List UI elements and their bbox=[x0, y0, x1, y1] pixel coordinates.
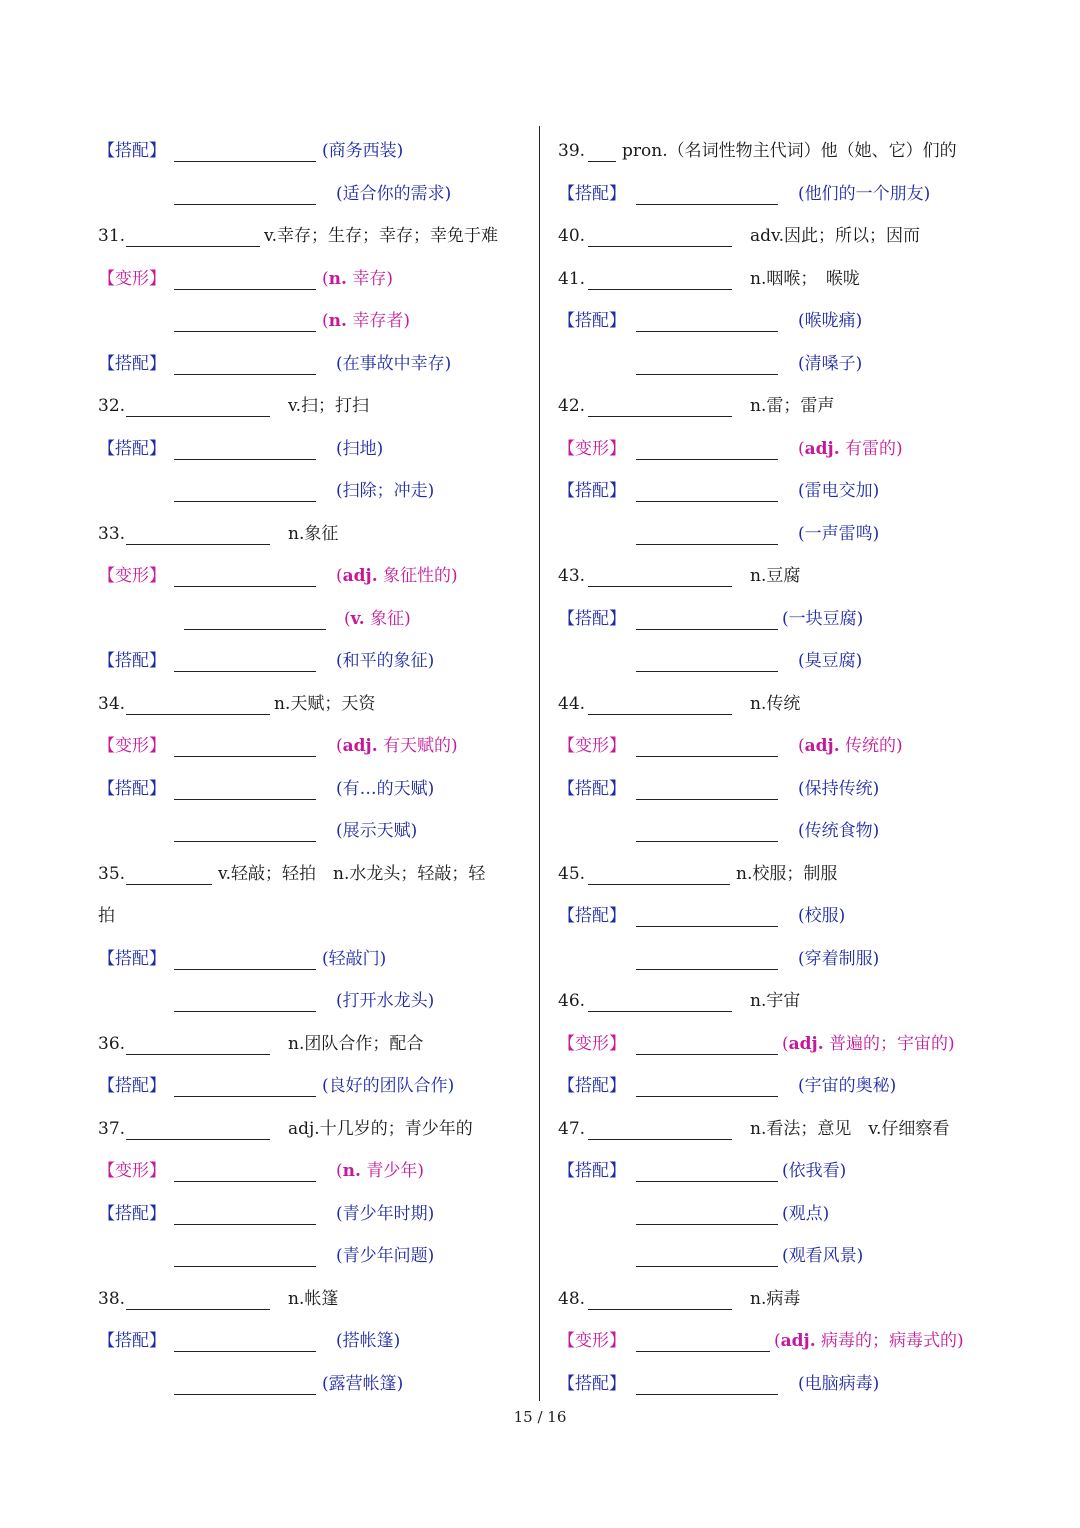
vocab-continuation-row bbox=[558, 1193, 988, 1236]
answer-blank[interactable] bbox=[636, 1155, 778, 1182]
entry-number: 35. bbox=[98, 863, 126, 884]
hint-text: (露营帐篷) bbox=[322, 1373, 404, 1394]
hint-gloss: 普遍的；宇宙的) bbox=[829, 1033, 955, 1054]
answer-blank[interactable] bbox=[636, 1240, 778, 1267]
answer-blank[interactable] bbox=[636, 900, 778, 927]
vocab-sub-row bbox=[98, 1320, 528, 1363]
part-of-speech: n. bbox=[342, 1161, 361, 1181]
hint-gloss: 青少年) bbox=[366, 1161, 424, 1181]
hint-text: (adj. 有天赋的) bbox=[336, 736, 458, 756]
vocab-entry-row bbox=[98, 1023, 528, 1066]
hint-text: (adj. 传统的) bbox=[798, 736, 903, 756]
vocab-entry-row bbox=[98, 1278, 528, 1321]
vocab-continuation-row bbox=[558, 513, 988, 556]
answer-blank[interactable] bbox=[174, 475, 316, 502]
answer-blank[interactable] bbox=[636, 730, 778, 757]
answer-blank[interactable] bbox=[636, 1070, 778, 1097]
collocation-tag: 【搭配】 bbox=[558, 311, 626, 331]
entry-meaning: adv.因此；所以；因而 bbox=[750, 226, 921, 246]
entry-meaning: n.豆腐 bbox=[750, 566, 801, 586]
entry-meaning: n.咽喉； 喉咙 bbox=[750, 268, 860, 289]
hint-gloss: 病毒的；病毒式的) bbox=[821, 1331, 964, 1351]
hint-text: (青少年时期) bbox=[336, 1203, 435, 1224]
answer-blank[interactable] bbox=[588, 1283, 732, 1310]
hint-text: (依我看) bbox=[782, 1161, 847, 1181]
vocab-continuation-row bbox=[558, 1235, 988, 1278]
vocab-sub-row bbox=[558, 428, 988, 471]
vocab-sub-row bbox=[98, 725, 528, 768]
hint-text: (观点) bbox=[782, 1203, 830, 1224]
vocab-sub-row bbox=[98, 640, 528, 683]
part-of-speech: v. bbox=[350, 608, 365, 629]
entry-number: 47. bbox=[558, 1118, 586, 1139]
vocab-continuation-row bbox=[558, 810, 988, 853]
hint-text: (喉咙痛) bbox=[798, 311, 863, 331]
answer-blank[interactable] bbox=[174, 943, 316, 970]
answer-blank[interactable] bbox=[636, 348, 778, 375]
part-of-speech: adj. bbox=[780, 1331, 816, 1351]
answer-blank[interactable] bbox=[636, 1368, 778, 1395]
answer-blank[interactable] bbox=[174, 645, 316, 672]
vocab-continuation-row bbox=[98, 173, 528, 216]
answer-blank[interactable] bbox=[588, 135, 616, 162]
answer-blank[interactable] bbox=[588, 1113, 732, 1140]
entry-number: 48. bbox=[558, 1288, 586, 1309]
vocab-continuation-row bbox=[98, 1235, 528, 1278]
hint-gloss: 象征性的) bbox=[383, 566, 458, 586]
vocab-entry-row bbox=[98, 513, 528, 556]
hint-text: (雷电交加) bbox=[798, 481, 880, 501]
vocab-sub-row bbox=[558, 895, 988, 938]
hint-gloss: 有雷的) bbox=[845, 438, 903, 459]
hint-text: (n. 青少年) bbox=[336, 1161, 424, 1181]
hint-text: (一块豆腐) bbox=[782, 608, 864, 629]
vocab-sub-row bbox=[98, 1150, 528, 1193]
answer-blank[interactable] bbox=[174, 815, 316, 842]
entry-meaning: n.传统 bbox=[750, 693, 801, 714]
answer-blank[interactable] bbox=[636, 943, 778, 970]
variant-tag: 【变形】 bbox=[98, 736, 166, 756]
hint-text: (扫除；冲走) bbox=[336, 481, 435, 501]
vocab-sub-row bbox=[558, 1363, 988, 1406]
vocab-entry-row bbox=[558, 853, 988, 896]
entry-number: 31. bbox=[98, 226, 126, 246]
hint-text: (适合你的需求) bbox=[336, 183, 452, 204]
hint-text: (穿着制服) bbox=[798, 948, 880, 969]
vocab-continuation-row bbox=[98, 300, 528, 343]
vocab-continuation-row bbox=[98, 470, 528, 513]
collocation-tag: 【搭配】 bbox=[98, 1203, 166, 1224]
hint-gloss: 传统的) bbox=[845, 736, 903, 756]
answer-blank[interactable] bbox=[636, 1198, 778, 1225]
entry-meaning: 拍 bbox=[98, 906, 115, 926]
collocation-tag: 【搭配】 bbox=[558, 1373, 626, 1394]
hint-gloss: 象征) bbox=[370, 608, 411, 629]
hint-text: (传统食物) bbox=[798, 821, 880, 841]
entry-number: 32. bbox=[98, 396, 126, 416]
collocation-tag: 【搭配】 bbox=[98, 141, 166, 161]
vocab-sub-row bbox=[558, 725, 988, 768]
answer-blank[interactable] bbox=[174, 560, 316, 587]
answer-blank[interactable] bbox=[174, 1325, 316, 1352]
vocab-sub-row bbox=[98, 1065, 528, 1108]
vocab-sub-row bbox=[558, 1320, 988, 1363]
hint-text: (adj. 象征性的) bbox=[336, 566, 458, 586]
answer-blank[interactable] bbox=[126, 688, 270, 715]
variant-tag: 【变形】 bbox=[558, 438, 626, 459]
collocation-tag: 【搭配】 bbox=[98, 1076, 166, 1096]
hint-text: (清嗓子) bbox=[798, 353, 863, 374]
vocab-entry-row bbox=[558, 1278, 988, 1321]
collocation-tag: 【搭配】 bbox=[558, 1076, 626, 1096]
vocab-sub-row bbox=[98, 938, 528, 981]
vocab-continuation-row bbox=[98, 810, 528, 853]
part-of-speech: n. bbox=[328, 268, 347, 289]
entry-meaning: n.看法；意见 v.仔细察看 bbox=[750, 1118, 950, 1139]
entry-meaning: n.校服；制服 bbox=[736, 863, 838, 884]
vocab-continuation-row bbox=[98, 1363, 528, 1406]
answer-blank[interactable] bbox=[174, 1240, 316, 1267]
vocab-sub-row bbox=[98, 343, 528, 386]
vocab-sub-row bbox=[558, 470, 988, 513]
answer-blank[interactable] bbox=[636, 1028, 778, 1055]
part-of-speech: adj. bbox=[788, 1033, 824, 1054]
hint-text: (商务西装) bbox=[322, 141, 404, 161]
hint-text: (扫地) bbox=[336, 438, 384, 459]
answer-blank[interactable] bbox=[174, 1198, 316, 1225]
entry-number: 38. bbox=[98, 1288, 126, 1309]
hint-text: (保持传统) bbox=[798, 778, 880, 799]
entry-meaning: n.帐篷 bbox=[288, 1288, 339, 1309]
answer-blank[interactable] bbox=[174, 985, 316, 1012]
vocab-entry-row bbox=[558, 130, 988, 173]
answer-blank[interactable] bbox=[174, 1155, 316, 1182]
answer-blank[interactable] bbox=[636, 433, 778, 460]
vocab-continuation-row bbox=[98, 598, 528, 641]
hint-gloss: 幸存) bbox=[352, 268, 393, 289]
entry-number: 44. bbox=[558, 693, 586, 714]
hint-text: (有…的天赋) bbox=[336, 778, 435, 799]
entry-meaning: pron.（名词性物主代词）他（她、它）们的 bbox=[622, 141, 957, 161]
part-of-speech: adj. bbox=[342, 566, 378, 586]
entry-number: 40. bbox=[558, 226, 586, 246]
answer-blank[interactable] bbox=[174, 433, 316, 460]
hint-gloss: 幸存者) bbox=[352, 311, 410, 331]
variant-tag: 【变形】 bbox=[98, 566, 166, 586]
hint-text: (搭帐篷) bbox=[336, 1331, 401, 1351]
hint-text: (在事故中幸存) bbox=[336, 353, 452, 374]
answer-blank[interactable] bbox=[636, 475, 778, 502]
collocation-tag: 【搭配】 bbox=[98, 1331, 166, 1351]
vocab-entry-row bbox=[98, 1108, 528, 1151]
vocab-entry-row bbox=[558, 1108, 988, 1151]
hint-text: (打开水龙头) bbox=[336, 991, 435, 1011]
answer-blank[interactable] bbox=[636, 518, 778, 545]
entry-number: 34. bbox=[98, 693, 126, 714]
vocab-entry-row bbox=[98, 853, 528, 896]
vocab-continuation-row bbox=[558, 640, 988, 683]
variant-tag: 【变形】 bbox=[558, 736, 626, 756]
vocab-continuation-row bbox=[558, 343, 988, 386]
entry-meaning: n.象征 bbox=[288, 523, 339, 544]
vocab-entry-row bbox=[558, 258, 988, 301]
answer-blank[interactable] bbox=[174, 178, 316, 205]
entry-number: 36. bbox=[98, 1033, 126, 1054]
hint-gloss: 有天赋的) bbox=[383, 736, 458, 756]
vocab-sub-row bbox=[98, 258, 528, 301]
collocation-tag: 【搭配】 bbox=[558, 778, 626, 799]
page-number: 15 / 16 bbox=[513, 1408, 567, 1426]
entry-meaning: n.天赋；天资 bbox=[274, 693, 376, 714]
entry-number: 42. bbox=[558, 396, 586, 416]
answer-blank[interactable] bbox=[184, 603, 326, 630]
answer-blank[interactable] bbox=[174, 348, 316, 375]
collocation-tag: 【搭配】 bbox=[98, 778, 166, 799]
hint-text: (电脑病毒) bbox=[798, 1373, 880, 1394]
hint-text: (宇宙的奥秘) bbox=[798, 1076, 897, 1096]
hint-text: (和平的象征) bbox=[336, 651, 435, 671]
answer-blank[interactable] bbox=[174, 730, 316, 757]
variant-tag: 【变形】 bbox=[558, 1331, 626, 1351]
hint-text: (n. 幸存者) bbox=[322, 311, 410, 331]
entry-number: 45. bbox=[558, 863, 586, 884]
hint-text: (青少年问题) bbox=[336, 1246, 435, 1266]
variant-tag: 【变形】 bbox=[98, 1161, 166, 1181]
answer-blank[interactable] bbox=[636, 773, 778, 800]
hint-text: (一声雷鸣) bbox=[798, 523, 880, 544]
vocab-sub-row bbox=[98, 768, 528, 811]
answer-blank[interactable] bbox=[588, 220, 732, 247]
answer-blank[interactable] bbox=[636, 603, 778, 630]
vocab-continuation-row bbox=[98, 980, 528, 1023]
answer-blank[interactable] bbox=[588, 560, 732, 587]
vocab-entry-row bbox=[558, 555, 988, 598]
entry-meaning: v.轻敲；轻拍 n.水龙头；轻敲；轻 bbox=[218, 863, 486, 884]
answer-blank[interactable] bbox=[636, 1325, 770, 1352]
answer-blank[interactable] bbox=[588, 858, 730, 885]
vocab-sub-row bbox=[558, 768, 988, 811]
answer-blank[interactable] bbox=[126, 1283, 270, 1310]
collocation-tag: 【搭配】 bbox=[558, 608, 626, 629]
variant-tag: 【变形】 bbox=[558, 1033, 626, 1054]
hint-text: (adj. 有雷的) bbox=[798, 438, 903, 459]
answer-blank[interactable] bbox=[588, 688, 732, 715]
answer-blank[interactable] bbox=[174, 1070, 316, 1097]
part-of-speech: adj. bbox=[804, 438, 840, 459]
entry-meaning: n.宇宙 bbox=[750, 991, 801, 1011]
right-column bbox=[558, 130, 988, 1405]
answer-blank[interactable] bbox=[174, 773, 316, 800]
hint-text: (轻敲门) bbox=[322, 948, 387, 969]
hint-text: (adj. 病毒的；病毒式的) bbox=[774, 1331, 964, 1351]
entry-meaning: v.扫；打扫 bbox=[288, 396, 369, 416]
answer-blank[interactable] bbox=[174, 1368, 316, 1395]
vocab-continuation-row bbox=[98, 895, 528, 938]
hint-text: (良好的团队合作) bbox=[322, 1076, 455, 1096]
collocation-tag: 【搭配】 bbox=[98, 948, 166, 969]
answer-blank[interactable] bbox=[174, 263, 316, 290]
vocab-entry-row bbox=[558, 683, 988, 726]
entry-number: 37. bbox=[98, 1118, 126, 1139]
answer-blank[interactable] bbox=[174, 135, 316, 162]
vocab-entry-row bbox=[98, 683, 528, 726]
answer-blank[interactable] bbox=[588, 390, 732, 417]
collocation-tag: 【搭配】 bbox=[98, 651, 166, 671]
vocab-sub-row bbox=[558, 598, 988, 641]
answer-blank[interactable] bbox=[174, 305, 316, 332]
entry-meaning: n.病毒 bbox=[750, 1288, 801, 1309]
hint-text: (adj. 普遍的；宇宙的) bbox=[782, 1033, 955, 1054]
vocab-entry-row bbox=[98, 215, 528, 258]
collocation-tag: 【搭配】 bbox=[558, 481, 626, 501]
part-of-speech: adj. bbox=[342, 736, 378, 756]
hint-text: (n. 幸存) bbox=[322, 268, 393, 289]
collocation-tag: 【搭配】 bbox=[558, 906, 626, 926]
answer-blank[interactable] bbox=[636, 178, 778, 205]
answer-blank[interactable] bbox=[126, 1113, 270, 1140]
answer-blank[interactable] bbox=[636, 305, 778, 332]
vocab-sub-row bbox=[98, 555, 528, 598]
hint-text: (观看风景) bbox=[782, 1246, 864, 1266]
vocab-sub-row bbox=[558, 1150, 988, 1193]
entry-meaning: adj.十几岁的；青少年的 bbox=[288, 1118, 473, 1139]
vocab-sub-row bbox=[98, 130, 528, 173]
entry-number: 46. bbox=[558, 991, 586, 1011]
hint-text: (他们的一个朋友) bbox=[798, 183, 931, 204]
column-divider bbox=[539, 126, 540, 1401]
entry-number: 33. bbox=[98, 523, 126, 544]
entry-number: 43. bbox=[558, 566, 586, 586]
vocab-continuation-row bbox=[558, 938, 988, 981]
hint-text: (臭豆腐) bbox=[798, 651, 863, 671]
vocab-entry-row bbox=[98, 385, 528, 428]
hint-text: (展示天赋) bbox=[336, 821, 418, 841]
hint-text: (校服) bbox=[798, 906, 846, 926]
variant-tag: 【变形】 bbox=[98, 268, 166, 289]
answer-blank[interactable] bbox=[126, 1028, 270, 1055]
collocation-tag: 【搭配】 bbox=[558, 183, 626, 204]
vocab-sub-row bbox=[558, 1065, 988, 1108]
vocab-sub-row bbox=[98, 1193, 528, 1236]
collocation-tag: 【搭配】 bbox=[558, 1161, 626, 1181]
answer-blank[interactable] bbox=[126, 390, 270, 417]
vocab-sub-row bbox=[558, 173, 988, 216]
entry-meaning: n.团队合作；配合 bbox=[288, 1033, 424, 1054]
answer-blank[interactable] bbox=[126, 518, 270, 545]
entry-number: 41. bbox=[558, 268, 586, 289]
answer-blank[interactable] bbox=[636, 645, 778, 672]
answer-blank[interactable] bbox=[126, 858, 212, 885]
vocab-entry-row bbox=[558, 980, 988, 1023]
left-column bbox=[98, 130, 528, 1405]
answer-blank[interactable] bbox=[126, 220, 260, 247]
answer-blank[interactable] bbox=[636, 815, 778, 842]
vocab-sub-row bbox=[558, 1023, 988, 1066]
vocab-sub-row bbox=[558, 300, 988, 343]
vocab-entry-row bbox=[558, 215, 988, 258]
entry-number: 39. bbox=[558, 141, 586, 161]
entry-meaning: v.幸存；生存；幸存；幸免于难 bbox=[264, 226, 498, 246]
collocation-tag: 【搭配】 bbox=[98, 438, 166, 459]
part-of-speech: adj. bbox=[804, 736, 840, 756]
answer-blank[interactable] bbox=[588, 263, 732, 290]
entry-meaning: n.雷；雷声 bbox=[750, 396, 835, 416]
answer-blank[interactable] bbox=[588, 985, 732, 1012]
hint-text: (v. 象征) bbox=[344, 608, 411, 629]
part-of-speech: n. bbox=[328, 311, 347, 331]
collocation-tag: 【搭配】 bbox=[98, 353, 166, 374]
vocab-entry-row bbox=[558, 385, 988, 428]
vocab-sub-row bbox=[98, 428, 528, 471]
